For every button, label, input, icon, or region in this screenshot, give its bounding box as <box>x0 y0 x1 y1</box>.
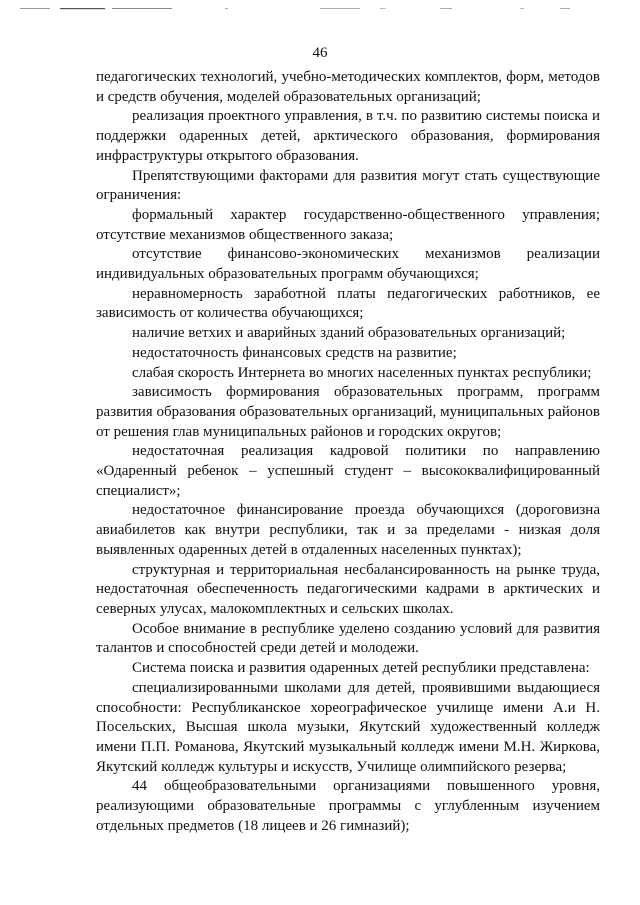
paragraph: зависимость формирования образовательных программ, программ развития образования образовательных организаций, муниципальных районов от решения глав муниципальных районов и городских округов; <box>96 384 600 440</box>
paragraph: Особое внимание в республике уделено созданию условий для развития талантов и способностей среди детей и молодежи. <box>96 620 600 657</box>
paragraph: недостаточная реализация кадровой политики по направлению «Одаренный ребенок – успешный студент – высококвалифицированный специалист»; <box>96 443 600 499</box>
paragraph: педагогических технологий, учебно-методических комплектов, форм, методов и средств обучения, моделей образовательных организаций; <box>96 69 600 105</box>
paragraph: специализированными школами для детей, проявившими выдающиеся способности: Республиканское хореографическое училище имени А.и Н. Посельских, Высшая школа музыки, Якутский художественный колледж имени П.П. Романова, Якутский музыкальный колледж имени М.Н. Жиркова, Якутский колледж культуры и искусств, Училище олимпийского резерва; <box>96 679 600 775</box>
page-number: 46 <box>312 45 328 61</box>
paragraph: неравномерность заработной платы педагогических работников, ее зависимость от количества обучающихся; <box>96 285 600 322</box>
paragraph: реализация проектного управления, в т.ч. по развитию системы поиска и поддержки одаренных детей, арктического образования, формирования инфраструктуры открытого образования. <box>96 108 600 164</box>
paragraph: наличие ветхих и аварийных зданий образовательных организаций; <box>132 325 566 342</box>
paragraph: 44 общеобразовательными организациями повышенного уровня, реализующими образовательные программы с углубленным изучением отдельных предметов (18 лицеев и 26 гимназий); <box>96 778 600 834</box>
paragraph: формальный характер государственно-общественного управления; отсутствие механизмов общественного заказа; <box>96 206 600 243</box>
paragraph: слабая скорость Интернета во многих населенных пунктах республики; <box>132 364 592 381</box>
paragraph: Препятствующими факторами для развития могут стать существующие ограничения: <box>96 167 600 204</box>
paragraph: недостаточность финансовых средств на развитие; <box>132 344 457 361</box>
document-body <box>96 68 600 836</box>
paragraph: структурная и территориальная несбалансированность на рынке труда, недостаточная обеспеченность педагогическими кадрами в арктических и северных улусах, малокомплектных и сельских школах. <box>96 561 600 617</box>
paragraph: Система поиска и развития одаренных детей республики представлена: <box>132 660 590 677</box>
paragraph: недостаточное финансирование проезда обучающихся (дороговизна авиабилетов как внутри республики, так и за пределами - низкая доля выявленных одаренных детей в отдаленных населенных пунктах); <box>96 502 600 558</box>
scan-artifact-marks <box>20 6 580 12</box>
paragraph: отсутствие финансово-экономических механизмов реализации индивидуальных образовательных программ обучающихся; <box>96 246 600 283</box>
